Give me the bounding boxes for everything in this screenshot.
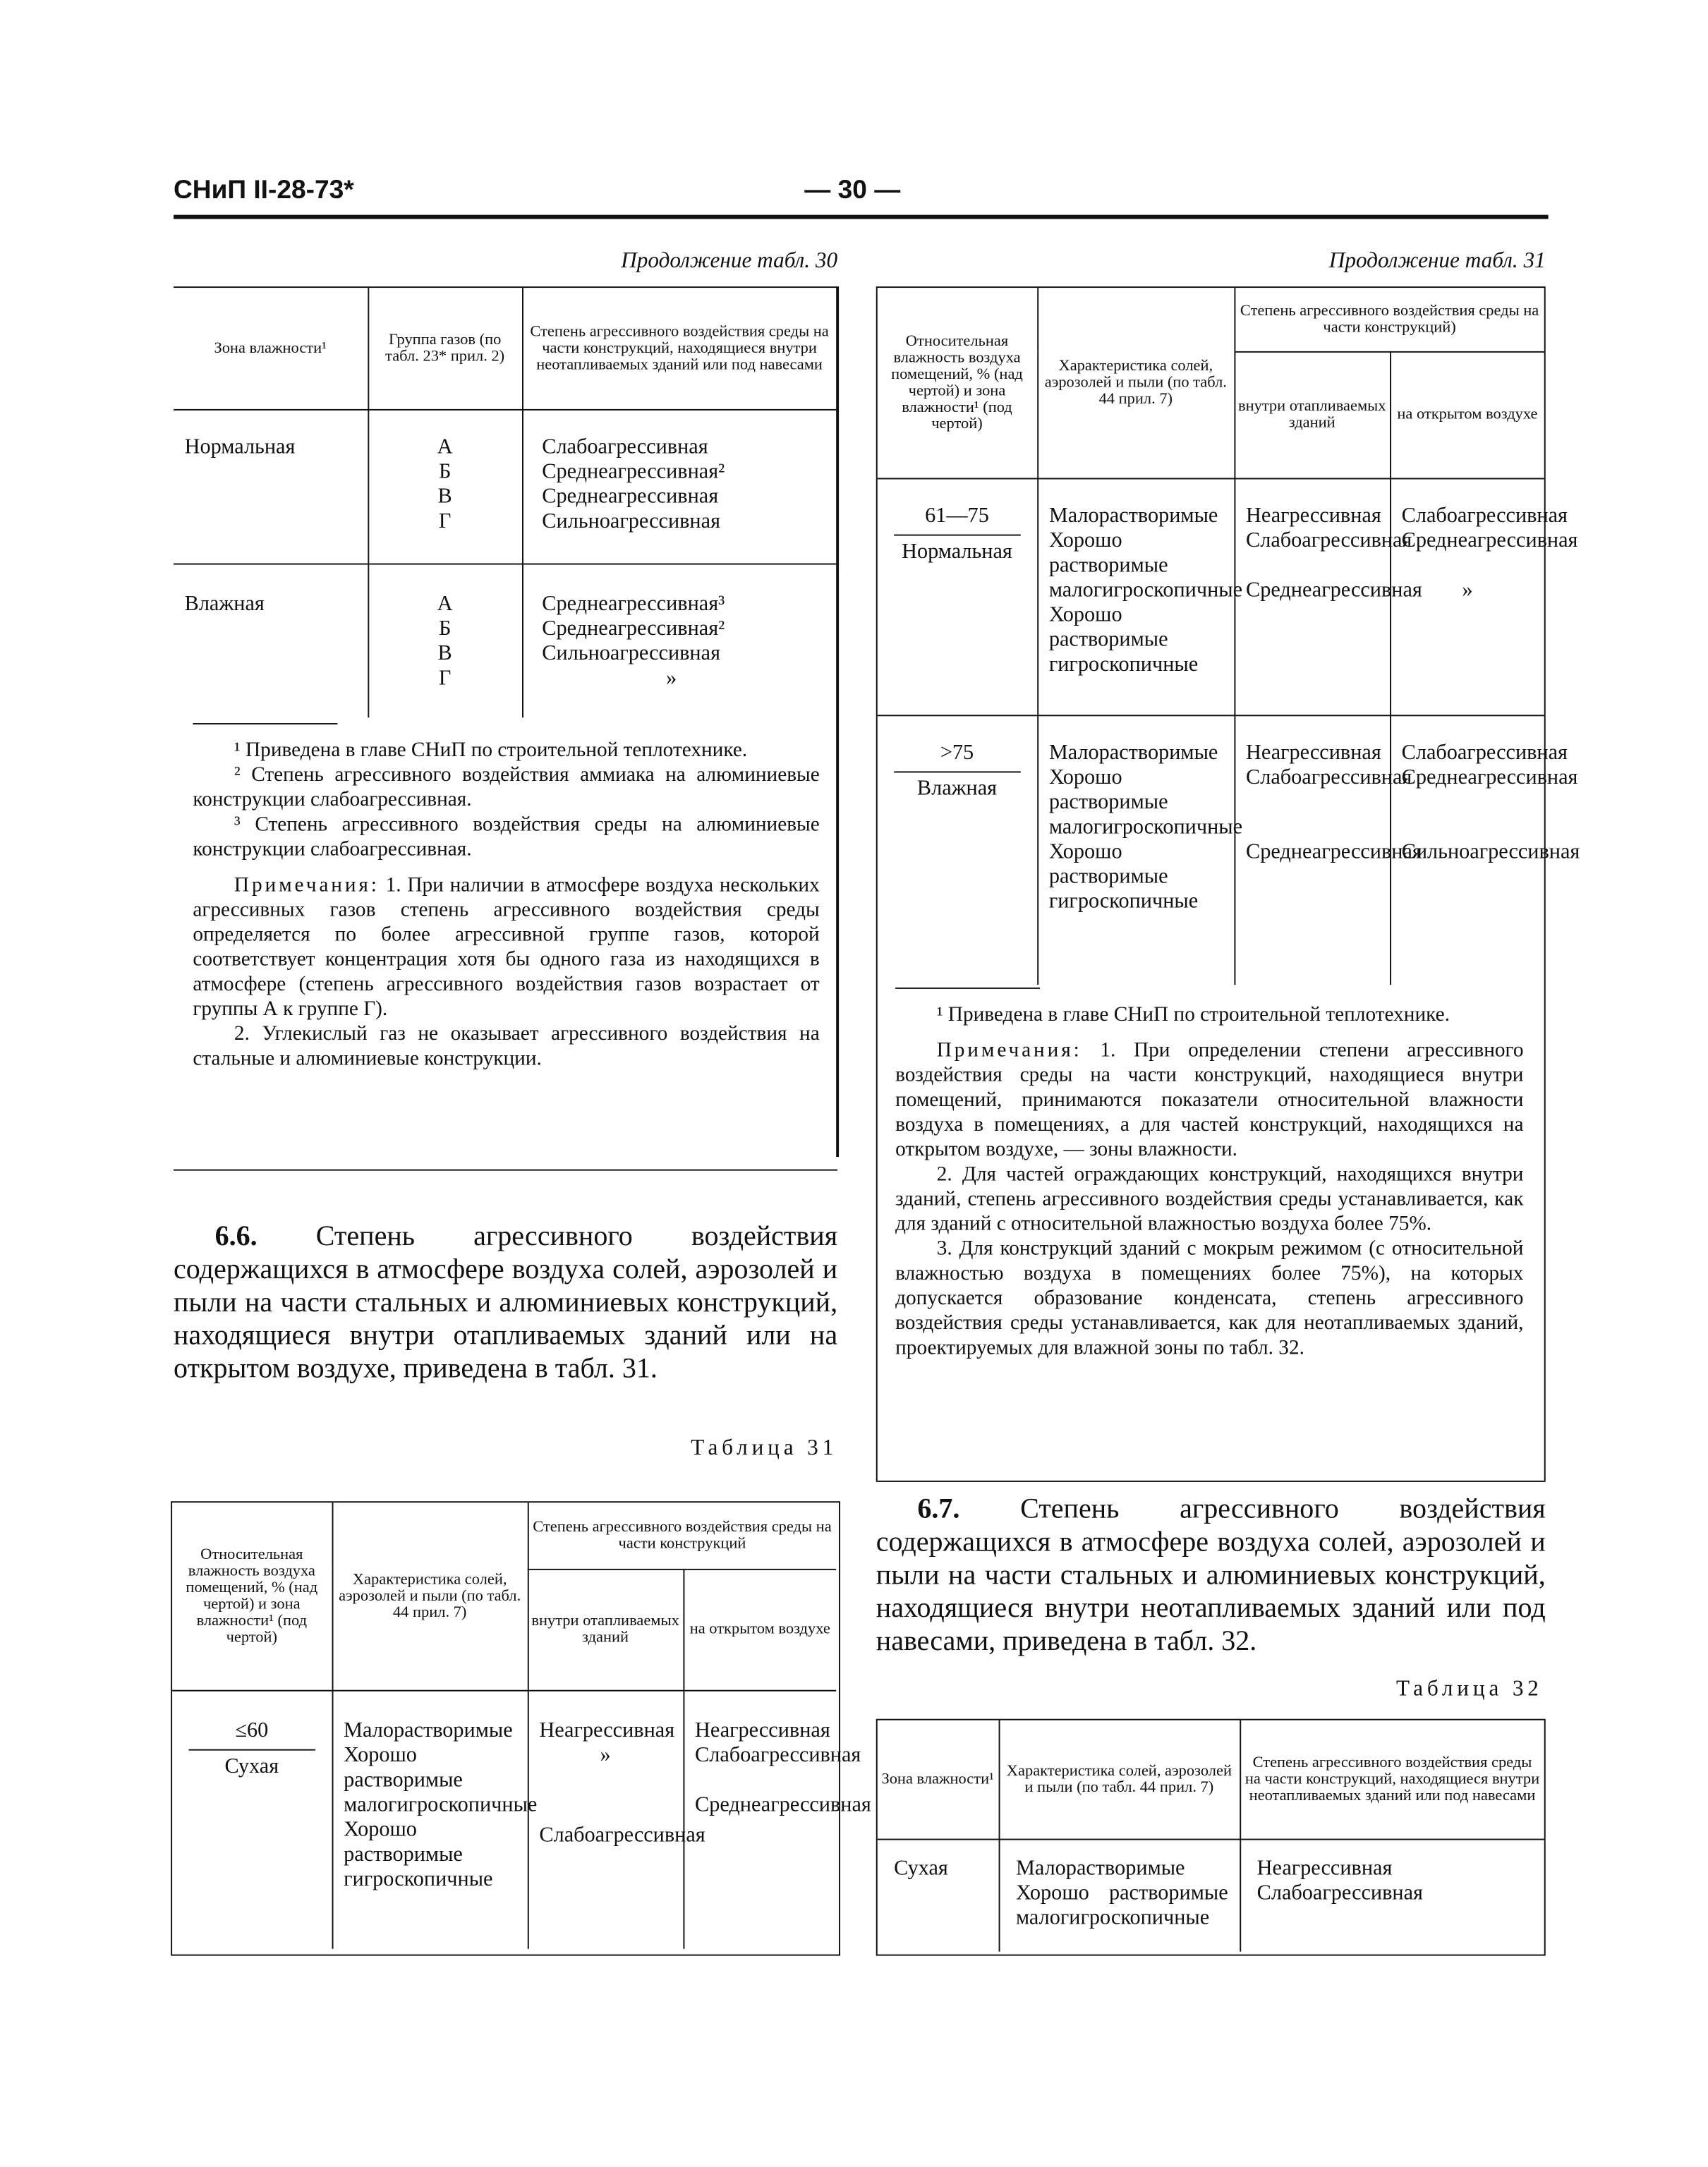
page-number: — 30 —	[804, 176, 901, 205]
table30-group: Г	[438, 666, 452, 690]
table30-footnote-3: ³ Степень агрессивного воздействия среды на алюминиевые конструкции слабоагрессивная.	[193, 813, 820, 861]
table31-outside-value: Сильноагрессивная	[1401, 839, 1580, 863]
table31-col-humidity: Относительная влажность воздуха помещений, % (над чертой) и зона влажности¹ (под чертой)	[878, 288, 1037, 478]
table31-col-inside: внутри отапливаемых зданий	[528, 1569, 684, 1690]
table30-group: Б	[438, 616, 452, 640]
table31-inside-value: Неагрессивная	[1246, 503, 1381, 527]
table31-col-characteristic: Характеристика солей, аэрозолей и пыли (по табл. 44 прил. 7)	[332, 1503, 528, 1690]
table30-group: А	[437, 591, 453, 615]
table31-col-degree-group: Степень агрессивного воздействия среды на части конструкций	[528, 1503, 836, 1569]
table31-inside-value: Среднеагрессивная	[1246, 578, 1422, 602]
table30-degree: Сильноагрессивная	[542, 509, 721, 533]
table32-degree: Слабоагрессивная	[1256, 1881, 1423, 1905]
table31-outside-value: »	[1462, 578, 1473, 602]
table30-row-wet	[174, 564, 836, 718]
table31-outside-value: Среднеагрессивная	[1401, 765, 1578, 789]
table32-col-characteristic: Характеристика солей, аэрозолей и пыли (по табл. 44 прил. 7)	[999, 1720, 1240, 1839]
table31-note-3: 3. Для конструкций зданий с мокрым режимом (с относительной влажностью воздуха в помещениях более 75%), на которых допускается образование конденсата, степень агрессивного воздействия среды устанавливается, как для неотапливаемых зданий, проектируемых для влажной зоны по табл. 32.	[895, 1238, 1524, 1360]
table30-degree: Среднеагрессивная³	[542, 591, 725, 615]
table30-degree: Среднеагрессивная²	[542, 459, 725, 483]
table31-salt: Хорошо растворимые гигроскопичные	[1048, 839, 1199, 913]
footnote-rule	[895, 988, 1040, 989]
table31-outside	[683, 1690, 871, 1949]
table31-salts	[1037, 478, 1243, 715]
table31-inside	[1234, 715, 1422, 985]
table31-outside-value: Неагрессивная	[695, 1718, 830, 1742]
table30-zone: Нормальная	[174, 409, 368, 564]
table31-salt: Хорошо растворимые малогигроскопичные	[1048, 528, 1243, 602]
note-text: 1. При наличии в атмосфере воздуха нескольких агрессивных газов степень агрессивного воздействия среды определяется по более агрессивной группе газов, которой соответствует концентрация хотя бы одного газа из находящихся в атмосфере (степень агрессивного воздействия газов возрастает от группы А к группе Г).	[193, 874, 820, 1021]
table30-footnote-2: ² Степень агрессивного воздействия аммиака на алюминиевые конструкции слабоагрессивная.	[193, 764, 820, 812]
table32-salts	[999, 1839, 1240, 1952]
table30-zone: Влажная	[174, 564, 368, 718]
notes-title: Примечания:	[936, 1040, 1082, 1062]
table30-degree: Среднеагрессивная	[542, 484, 719, 508]
table32-col-degree: Степень агрессивного воздействия среды на части конструкций, находящиеся внутри неотапливаемых зданий или под навесами	[1240, 1720, 1544, 1839]
table31-col-degree-group: Степень агрессивного воздействия среды на части конструкций)	[1234, 288, 1544, 351]
table30-note-1	[193, 873, 819, 1022]
table31-note-1	[895, 1038, 1523, 1163]
table31-humidity: ≤60	[188, 1718, 315, 1750]
table31-notes	[895, 988, 1523, 1361]
table32	[878, 1720, 1544, 1952]
table30-group: А	[437, 435, 453, 459]
paragraph-number: 6.7.	[917, 1494, 960, 1525]
table32-salt: Малорастворимые	[1015, 1855, 1185, 1880]
table30-continuation-label: Продолжение табл. 30	[621, 249, 838, 273]
table31-inside-value: Среднеагрессивная	[1246, 839, 1422, 863]
table31-col-outside: на открытом воздухе	[1390, 351, 1544, 478]
footnote-rule	[193, 723, 337, 724]
table30-row-normal	[174, 409, 836, 564]
table30-degrees	[522, 564, 836, 718]
paragraph-text: Степень агрессивного воздействия содержащихся в атмосфере воздуха солей, аэрозолей и пыли на части стальных и алюминиевых конструкций, находящиеся внутри отапливаемых зданий или на открытом воздухе, приведена в табл. 31.	[174, 1221, 838, 1385]
header-rule	[174, 215, 1549, 219]
table30-groups	[368, 564, 522, 718]
table31-zone: Нормальная	[902, 539, 1012, 563]
table31-zone: Сухая	[224, 1754, 279, 1778]
table31-outside	[1390, 715, 1580, 985]
table31-inside-value: Неагрессивная	[1246, 740, 1381, 764]
table31-footnote: ¹ Приведена в главе СНиП по строительной теплотехнике.	[936, 1004, 1450, 1026]
table32-salt: Хорошо растворимые малогигроскопичные	[1015, 1881, 1228, 1929]
table31-zone: Влажная	[916, 776, 998, 800]
table30-right-border	[836, 286, 838, 1157]
paragraph-text: Степень агрессивного воздействия содержащихся в атмосфере воздуха солей, аэрозолей и пыли на части стальных и алюминиевых конструкций, находящиеся внутри неотапливаемых зданий или под навесами, приведена в табл. 32.	[876, 1494, 1546, 1657]
table31-salt: Хорошо растворимые малогигроскопичные	[1048, 765, 1243, 839]
table31-row-normal	[878, 478, 1544, 715]
table31-continued	[878, 288, 1580, 985]
table30-group: Г	[438, 509, 452, 533]
table31-inside-value: Неагрессивная	[539, 1718, 675, 1742]
paragraph-6-6	[174, 1220, 837, 1385]
table30-groups	[368, 409, 522, 564]
table32-caption: Таблица 32	[1395, 1677, 1543, 1701]
note-text: 1. При определении степени агрессивного воздействия среды на части конструкций, находящиеся внутри помещений, принимаются показатели относительной влажности воздуха в помещениях, а для частей конструкций, находящихся на открытом воздухе, — зоны влажности.	[895, 1040, 1524, 1161]
table31-humidity-cell	[172, 1690, 332, 1949]
table31-note-2: 2. Для частей ограждающих конструкций, находящихся внутри зданий, степень агрессивного воздействия среды устанавливается, как для зданий с относительной влажностью воздуха более 75%.	[895, 1163, 1524, 1236]
table31-inside-value: Слабоагрессивная	[1246, 765, 1412, 789]
table31-humidity: >75	[894, 740, 1020, 772]
table32-degrees	[1240, 1839, 1544, 1952]
table31-outside-value: Слабоагрессивная	[1401, 503, 1568, 527]
table31-salt: Хорошо растворимые гигроскопичные	[344, 1817, 493, 1890]
paragraph-6-7	[876, 1493, 1546, 1658]
table31-continuation-label: Продолжение табл. 31	[1328, 249, 1546, 273]
table31-humidity-cell	[878, 715, 1037, 985]
table31-salts	[332, 1690, 538, 1949]
table30-degree: Сильноагрессивная	[542, 641, 721, 665]
table31	[172, 1503, 871, 1949]
table30	[174, 288, 836, 717]
table31-inside	[528, 1690, 705, 1949]
table30-group: Б	[438, 459, 452, 483]
table30-degree: Слабоагрессивная	[542, 435, 708, 459]
table31-salts	[1037, 715, 1243, 985]
table31-col-humidity: Относительная влажность воздуха помещений, % (над чертой) и зона влажности¹ (под чертой)	[172, 1503, 332, 1690]
table31-salt: Хорошо растворимые гигроскопичные	[1048, 602, 1199, 676]
notes-title: Примечания:	[234, 874, 380, 897]
table31-col-characteristic: Характеристика солей, аэрозолей и пыли (по табл. 44 прил. 7)	[1037, 288, 1234, 478]
table31-inside-value: »	[600, 1742, 611, 1767]
table30-notes	[193, 723, 819, 1072]
table31-salt: Малорастворимые	[1048, 503, 1218, 527]
table31-outside-value: Среднеагрессивная	[695, 1792, 871, 1816]
paragraph-number: 6.6.	[214, 1221, 258, 1252]
table30-col-zone: Зона влажности¹	[174, 288, 368, 409]
table30-group: В	[437, 641, 452, 665]
table31-salt: Хорошо растворимые малогигроскопичные	[344, 1742, 538, 1816]
table31-caption: Таблица 31	[691, 1436, 838, 1460]
table32-col-zone: Зона влажности¹	[878, 1720, 999, 1839]
table31-col-outside: на открытом воздухе	[683, 1569, 836, 1690]
table30-group: В	[437, 484, 452, 508]
table32-row-dry	[878, 1839, 1544, 1952]
table30-col-group: Группа газов (по табл. 23* прил. 2)	[368, 288, 522, 409]
document-code: СНиП II-28-73*	[174, 176, 354, 205]
table31-salt: Малорастворимые	[1048, 740, 1218, 764]
table31-inside-value: Слабоагрессивная	[1246, 528, 1412, 552]
table30-col-degree: Степень агрессивного воздействия среды на части конструкций, находящиеся внутри неотапливаемых зданий или под навесами	[522, 288, 836, 409]
table31-inside-value: Слабоагрессивная	[539, 1823, 705, 1847]
table31-row-wet	[878, 715, 1544, 985]
table31-humidity-cell	[878, 478, 1037, 715]
table31-outside-value: Слабоагрессивная	[695, 1742, 861, 1767]
table31-humidity: 61—75	[894, 504, 1020, 535]
table30-degree: »	[666, 666, 677, 690]
table32-zone: Сухая	[878, 1839, 999, 1952]
table31-inside	[1234, 478, 1422, 715]
table30-degrees	[522, 409, 836, 564]
table31-salt: Малорастворимые	[344, 1718, 513, 1742]
table31-outside-value: Среднеагрессивная	[1401, 528, 1578, 552]
table30-degree: Среднеагрессивная²	[542, 616, 725, 640]
table30-note-2: 2. Углекислый газ не оказывает агрессивного воздействия на стальные и алюминиевые конструкции.	[193, 1023, 820, 1071]
table30-footnote-1: ¹ Приведена в главе СНиП по строительной теплотехнике.	[234, 739, 748, 762]
table32-degree: Неагрессивная	[1256, 1855, 1393, 1880]
table31-col-inside: внутри отапливаемых зданий	[1234, 351, 1390, 478]
table31-outside-value: Слабоагрессивная	[1401, 740, 1568, 764]
table31-row-dry	[172, 1690, 836, 1949]
